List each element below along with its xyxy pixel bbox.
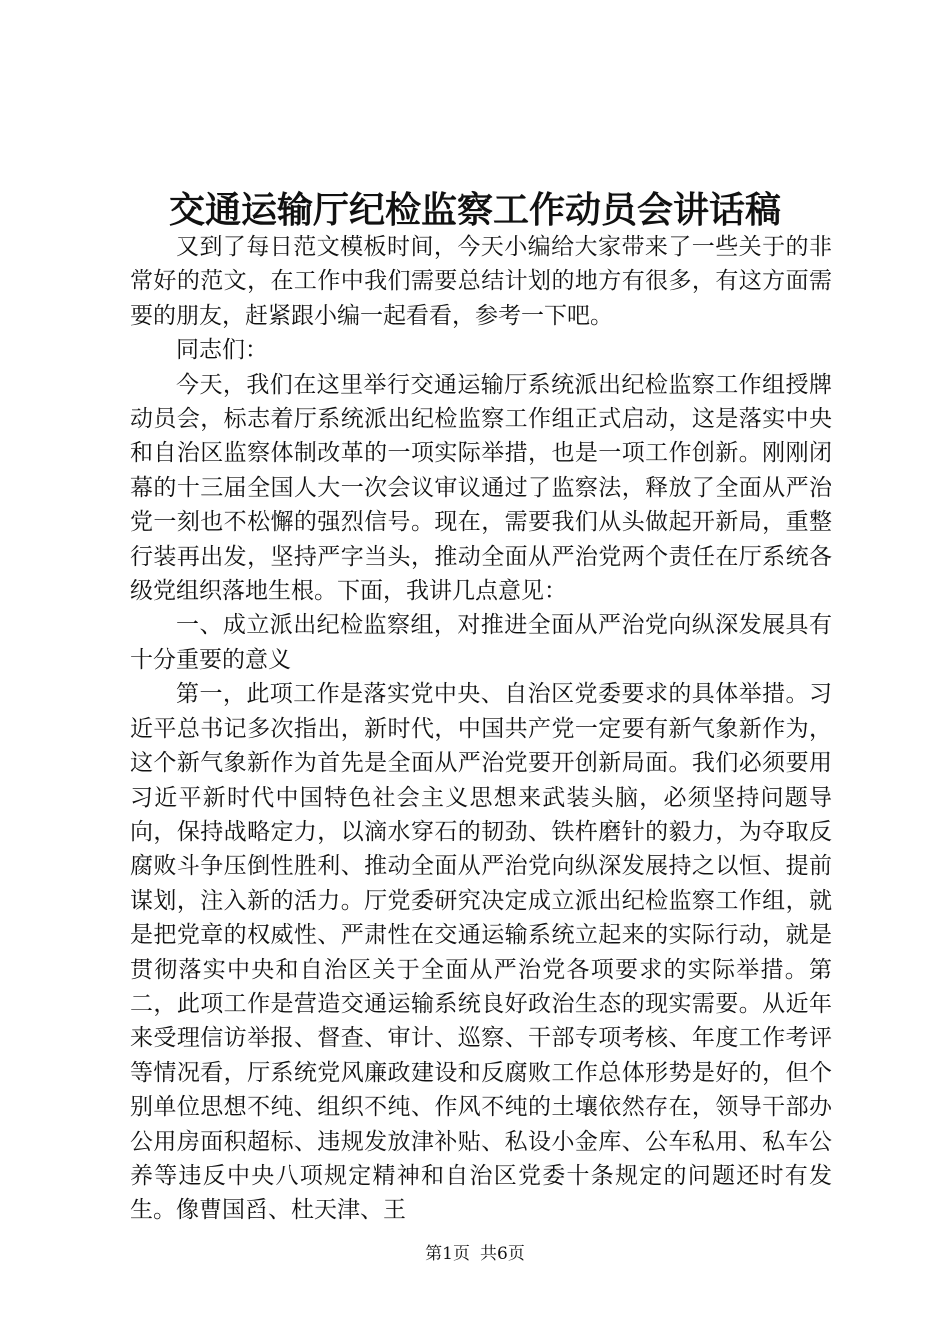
page-number: 第1页 [425,1244,470,1264]
intro-paragraph: 又到了每日范文模板时间，今天小编给大家带来了一些关于的非常好的范文，在工作中我们需要总结计划的地方有很多，有这方面需要的朋友，赶紧跟小编一起看看，参考一下吧。 [130,234,832,329]
salutation: 同志们： [176,337,268,364]
document-body [130,230,832,1228]
body-paragraph: 第一，此项工作是落实党中央、自治区党委要求的具体举措。习近平总书记多次指出，新时代，中国共产党一定要有新气象新作为，这个新气象新作为首先是全面从严治党要开创新局面。我们必须要用习近平新时代中国特色社会主义思想来武装头脑，必须坚持问题导向，保持战略定力，以滴水穿石的韧劲、铁杵磨针的毅力，为夺取反腐败斗争压倒性胜利、推动全面从严治党向纵深发展持之以恒、提前谋划，注入新的活力。厅党委研究决定成立派出纪检监察工作组，就是把党章的权威性、严肃性在交通运输系统立起来的实际行动，就是贯彻落实中央和自治区关于全面从严治党各项要求的实际举措。第二，此项工作是营造交通运输系统良好政治生态的现实需要。从近年来受理信访举报、督查、审计、巡察、干部专项考核、年度工作考评等情况看，厅系统党风廉政建设和反腐败工作总体形势是好的，但个别单位思想不纯、组织不纯、作风不纯的土壤依然存在，领导干部办公用房面积超标、违规发放津补贴、私设小金库、公车私用、私车公养等违反中央八项规定精神和自治区党委十条规定的问题还时有发生。像曹国舀、杜天津、王 [130,681,832,1224]
body-paragraph: 今天，我们在这里举行交通运输厅系统派出纪检监察工作组授牌动员会，标志着厅系统派出纪检监察工作组正式启动，这是落实中央和自治区监察体制改革的一项实际举措，也是一项工作创新。刚刚闭幕的十三届全国人大一次会议审议通过了监察法，释放了全面从严治党一刻也不松懈的强烈信号。现在，需要我们从头做起开新局，重整行装再出发，坚持严字当头，推动全面从严治党两个责任在厅系统各级党组织落地生根。下面，我讲几点意见： [130,371,832,605]
document-title: 交通运输厅纪检监察工作动员会讲话稿 [168,189,781,231]
section-heading: 一、成立派出纪检监察组，对推进全面从严治党向纵深发展具有十分重要的意义 [130,612,832,673]
page-footer [0,1242,950,1266]
page-total: 共6页 [480,1244,525,1264]
